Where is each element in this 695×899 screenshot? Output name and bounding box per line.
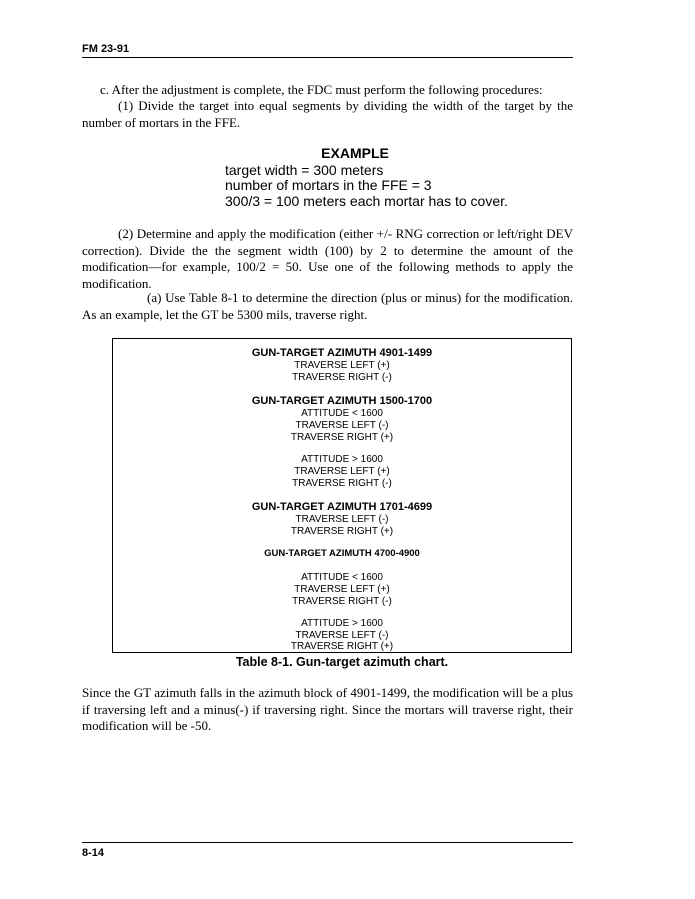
example-block: [225, 146, 508, 209]
chart-line: TRAVERSE LEFT (-): [295, 420, 389, 431]
azimuth-chart-table: [112, 338, 572, 653]
table-caption: Table 8-1. Gun-target azimuth chart.: [235, 655, 449, 669]
chart-line: ATTITUDE > 1600: [301, 618, 383, 629]
chart-line: TRAVERSE LEFT (+): [294, 584, 390, 595]
example-line: 300/3 = 100 meters each mortar has to cover.: [225, 192, 508, 209]
chart-line: ATTITUDE < 1600: [301, 408, 383, 419]
chart-heading: GUN-TARGET AZIMUTH 1701-4699: [251, 501, 433, 513]
paragraph-conclusion: Since the GT azimuth falls in the azimuth block of 4901-1499, the modification will be a plus if traversing left and a minus(-) if traversing right. Since the mortars will traverse right, their modification will be -50.: [82, 685, 573, 733]
chart-line: TRAVERSE LEFT (-): [295, 514, 389, 525]
header-rule: [82, 57, 573, 58]
chart-line: TRAVERSE RIGHT (+): [290, 641, 394, 652]
paragraph-1: (1) Divide the target into equal segments by dividing the width of the target by the number of mortars in the FFE.: [82, 98, 573, 130]
chart-line: TRAVERSE LEFT (+): [294, 466, 390, 477]
chart-line: TRAVERSE RIGHT (-): [292, 596, 392, 607]
example-title: EXAMPLE: [321, 145, 389, 161]
page-number: 8-14: [82, 847, 105, 859]
paragraph-c: c. After the adjustment is complete, the FDC must perform the following procedures:: [100, 82, 543, 97]
example-line: number of mortars in the FFE = 3: [225, 177, 432, 193]
footer-rule: [82, 842, 573, 843]
paragraph-a: (a) Use Table 8-1 to determine the direction (plus or minus) for the modification. As an example, let the GT be 5300 mils, traverse right.: [82, 290, 573, 322]
chart-line: ATTITUDE > 1600: [301, 454, 383, 465]
example-line: target width = 300 meters: [225, 161, 384, 178]
paragraph-2: (2) Determine and apply the modification (either +/- RNG correction or left/right DEV correction). Divide the the segment width (100) by 2 to determine the amount of the modification—for example, 100/2 = 50. Use one of the following methods to apply the modification.: [82, 226, 573, 291]
chart-line: TRAVERSE RIGHT (-): [292, 372, 392, 383]
chart-line: ATTITUDE < 1600: [301, 572, 383, 583]
chart-heading: GUN-TARGET AZIMUTH 1500-1700: [251, 395, 433, 407]
chart-line: TRAVERSE LEFT (+): [294, 360, 390, 371]
chart-heading: GUN-TARGET AZIMUTH 4700-4900: [264, 548, 420, 559]
document-id-header: FM 23-91: [82, 43, 130, 55]
chart-line: TRAVERSE RIGHT (-): [292, 478, 392, 489]
chart-line: TRAVERSE LEFT (-): [295, 630, 389, 641]
chart-line: TRAVERSE RIGHT (+): [290, 432, 394, 443]
chart-line: TRAVERSE RIGHT (+): [290, 526, 394, 537]
chart-heading: GUN-TARGET AZIMUTH 4901-1499: [251, 347, 433, 359]
